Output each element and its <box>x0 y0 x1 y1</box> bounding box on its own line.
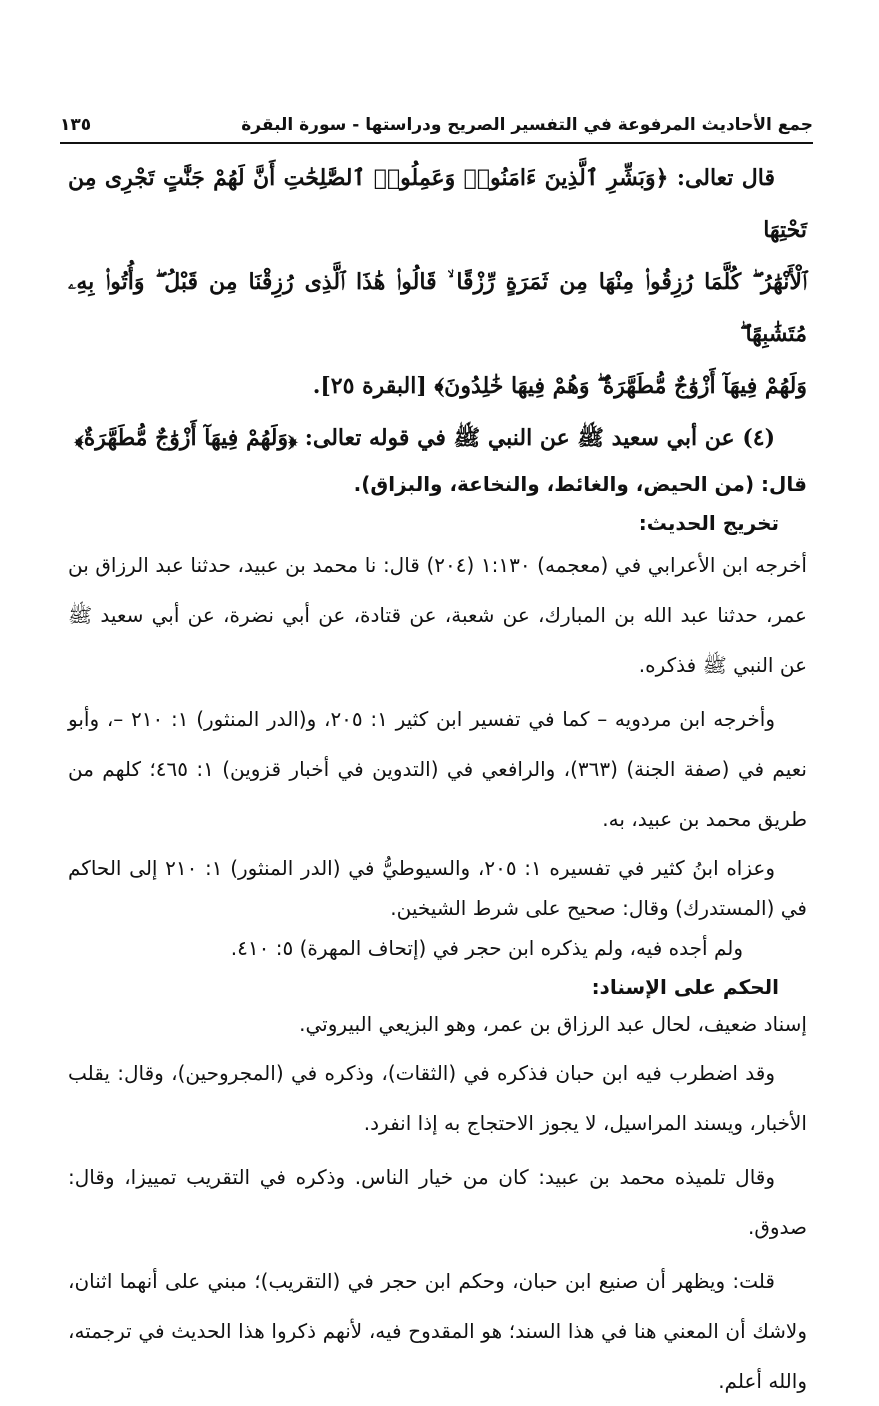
hadith-text: قال: (من الحيض، والغائط، والنخاعة، والبزاق). <box>353 472 807 496</box>
running-header <box>60 108 813 144</box>
verse-line-3: وَلَهُمْ فِيهَآ أَزْوَٰجٌ مُّطَهَّرَةٌ ۖ وَهُمْ فِيهَا خَٰلِدُونَ﴾ [البقرة ٢٥]. <box>312 373 807 399</box>
hukm-heading: الحكم على الإسناد: <box>591 975 779 999</box>
hukm-paragraph-4: قلت: ويظهر أن صنيع ابن حبان، وحكم ابن حجر في (التقريب)؛ مبني على أنهما اثنان، ولاشك أن المعني هنا في هذا السند؛ هو المقدوح فيه، لأنهم ذكروا هذا الحديث في ترجمته، والله أعلم. <box>68 1269 807 1393</box>
hukm-paragraph-2: وقد اضطرب فيه ابن حبان فذكره في (الثقات)، وذكره في (المجروحين)، وقال: يقلب الأخبار، ويسند المراسيل، لا يجوز الاحتجاج به إذا انفرد. <box>68 1061 807 1135</box>
takhrij-paragraph-1: أخرجه ابن الأعرابي في (معجمه) ١:١٣٠ (٢٠٤) قال: نا محمد بن عبيد، حدثنا عبد الرزاق بن عمر، حدثنا عبد الله بن المبارك، عن شعبة، عن قتادة، عن أبي نضرة، عن أبي سعيد ﷺ عن النبي ﷺ فذكره. <box>68 553 807 677</box>
page-number: ١٣٥ <box>60 115 92 135</box>
hukm-paragraph-3: وقال تلميذه محمد بن عبيد: كان من خيار الناس. وذكره في التقريب تمييزا، وقال: صدوق. <box>68 1165 807 1239</box>
takhrij-paragraph-3: وعزاه ابنُ كثير في تفسيره ١: ٢٠٥، والسيوطيُّ في (الدر المنثور) ١: ٢١٠ إلى الحاكم في (المستدرك) وقال: صحيح على شرط الشيخين. <box>68 856 807 920</box>
takhrij-heading: تخريج الحديث: <box>638 511 779 535</box>
verse-line-1: قال تعالى: ﴿وَبَشِّرِ ٱلَّذِينَ ءَامَنُوا۟ وَعَمِلُوا۟ ٱلصَّٰلِحَٰتِ أَنَّ لَهُمْ جَنَّٰتٍ تَجْرِى مِن تَحْتِهَا <box>68 165 807 243</box>
takhrij-paragraph-2: وأخرجه ابن مردويه – كما في تفسير ابن كثير ١: ٢٠٥، و(الدر المنثور) ١: ٢١٠ –، وأبو نعيم في (صفة الجنة) (٣٦٣)، والرافعي في (التدوين في أخبار قزوين) ١: ٤٦٥؛ كلهم من طريق محمد بن عبيد، به. <box>68 707 807 831</box>
takhrij-paragraph-4: ولم أجده فيه، ولم يذكره ابن حجر في (إتحاف المهرة) ٥: ٤١٠. <box>230 936 743 960</box>
hadith-intro: (٤) عن أبي سعيد ﷺ عن النبي ﷺ في قوله تعالى: ﴿وَلَهُمْ فِيهَآ أَزْوَٰجٌ مُّطَهَّرَةٌ﴾ <box>74 425 775 451</box>
page-body <box>68 152 807 1406</box>
header-title: جمع الأحاديث المرفوعة في التفسير الصريح ودراستها - سورة البقرة <box>241 115 813 135</box>
verse-line-2: ٱلْأَنْهَٰرُ ۖ كُلَّمَا رُزِقُوا۟ مِنْهَا مِن ثَمَرَةٍ رِّزْقًا ۙ قَالُوا۟ هَٰذَا ٱلَّذِى رُزِقْنَا مِن قَبْلُ ۖ وَأُتُوا۟ بِهِۦ مُتَشَٰبِهًا ۖ <box>68 269 807 347</box>
hukm-paragraph-1: إسناد ضعيف، لحال عبد الرزاق بن عمر، وهو البزيعي البيروتي. <box>299 1012 807 1036</box>
